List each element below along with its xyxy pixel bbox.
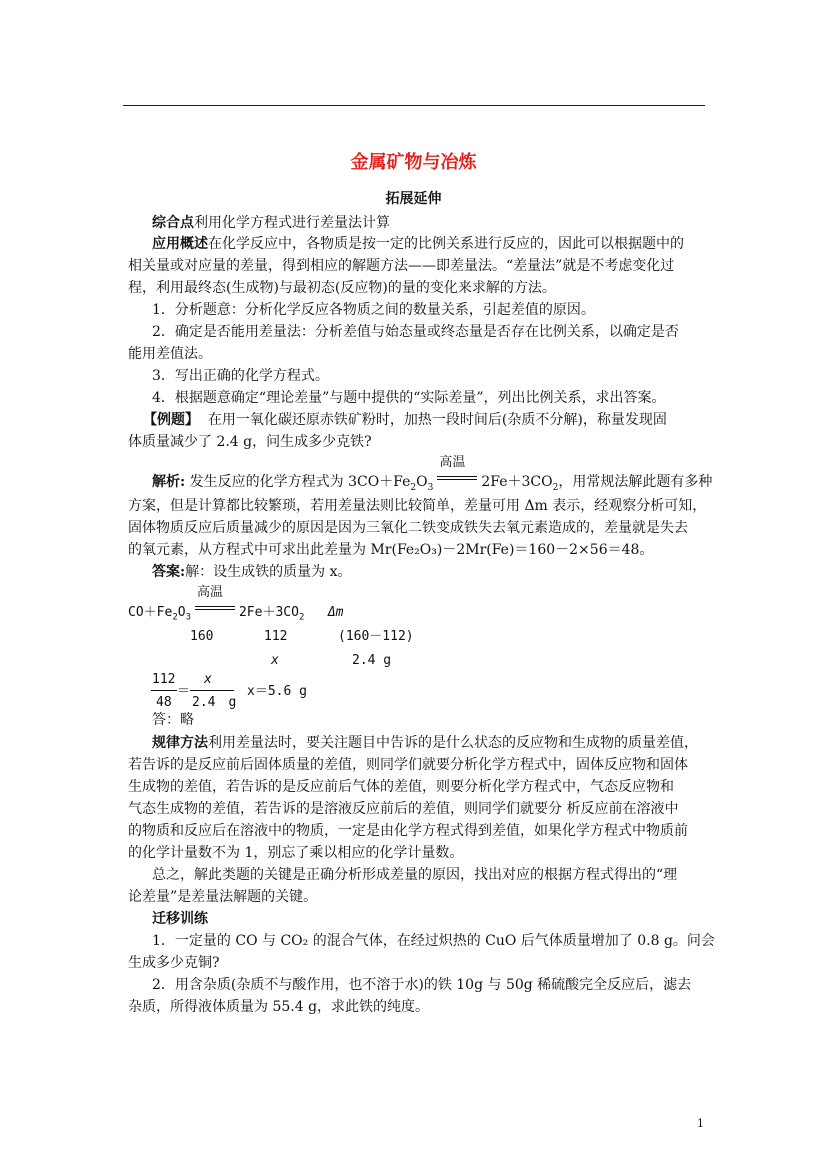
analysis-line-2: 方案，但是计算都比较繁琐，若用差量法则比较简单，差量可用 Δm 表示，经观察分析可知， xyxy=(128,498,707,514)
analysis-line-1: 解析: 发生反应的化学方程式为 $3CO+Fe_2O_3$ 高温 $2Fe+3CO_2$，用常规法解此题有多种 xyxy=(152,455,713,493)
answer-short: 答：略 xyxy=(152,712,194,728)
method-line-2: 若告诉的是反应前后固体质量的差值，则同学们就要分析化学方程式中，固体反应物和固体 xyxy=(128,757,688,773)
question-1-line-1: 1．一定量的 CO 与 CO₂ 的混合气体，在经过炽热的 CuO 后气体质量增加了 0.8 g。问会 xyxy=(152,933,715,949)
analysis-line-3: 固体物质反应后质量减少的原因是因为三氧化二铁变成铁失去氧元素造成的，差量就是失去 xyxy=(128,520,688,536)
answer-line-1: 答案:解：设生成铁的质量为 x。 xyxy=(152,564,352,580)
fraction-1-denominator: 48 xyxy=(156,695,172,710)
question-2-line-2: 杂质，所得液体质量为 55.4 g，求此铁的纯度。 xyxy=(128,999,430,1015)
method-line-5: 的物质和反应后在溶液中的物质，一定是由化学方程式得到差值，如果化学方程式中物质前 xyxy=(128,823,688,839)
method-line-6: 的化学计量数不为 1，别忘了乘以相应的化学计量数。 xyxy=(128,845,464,861)
step-2-line-1: 2．确定是否能用差量法：分析差值与始态量或终态量是否存在比例关系，以确定是否 xyxy=(152,324,679,340)
question-2-line-1: 2．用含杂质(杂质不与酸作用，也不溶于水)的铁 10g 与 50g 稀硫酸完全反应后，滤去 xyxy=(152,977,692,993)
summary-line-1: 总之，解此类题的关键是正确分析形成差量的原因，找出对应的根据方程式得出的“理 xyxy=(152,867,678,883)
section-heading: 综合点利用化学方程式进行差量法计算 xyxy=(152,215,390,231)
analysis-line-4: 的氧元素，从方程式中可求出此差量为 Mr(Fe₂O₃)－2Mr(Fe)＝160－2×56＝48。 xyxy=(128,542,654,558)
summary-line-2: 论差量”是差量法解题的关键。 xyxy=(128,889,318,905)
header-rule xyxy=(123,105,705,106)
method-line-4: 气态生成物的差值，若告诉的是溶液反应前后的差值，则同学们就要分 析反应前在溶液中 xyxy=(128,801,679,817)
overview-line-3: 程，利用最终态(生成物)与最初态(反应物)的量的变化来求解的方法。 xyxy=(128,280,556,296)
reaction-arrow: 高温 xyxy=(433,468,481,486)
overview-line-2: 相关量或对应量的差量，得到相应的解题方法——即差量法。“差量法”就是不考虑变化过 xyxy=(128,258,675,274)
section-subtitle: 拓展延伸 xyxy=(385,191,442,207)
method-line-3: 生成物的差值，若告诉的是反应前后气体的差值，则要分析化学方程式中，气态反应物和 xyxy=(128,779,674,795)
step-4: 4．根据题意确定“理论差量”与题中提供的“实际差量”，列出比例关系，求出答案。 xyxy=(152,390,666,406)
ratio-row-2-b: x xyxy=(271,653,279,668)
step-2-line-2: 能用差值法。 xyxy=(128,346,212,362)
ratio-row-1-c: (160－112) xyxy=(338,629,414,644)
overview-line-1: 应用概述在化学反应中，各物质是按一定的比例关系进行反应的，因此可以根据题中的 xyxy=(152,236,684,252)
practice-heading: 迁移训练 xyxy=(152,911,208,927)
fraction-2-numerator: x xyxy=(204,672,212,687)
method-line-1: 规律方法利用差量法时，要关注题目中告诉的是什么状态的反应物和生成物的质量差值， xyxy=(152,735,698,751)
example-line-2: 体质量减少了 2.4 g，问生成多少克铁? xyxy=(128,434,372,450)
document-title: 金属矿物与冶炼 xyxy=(350,152,477,173)
ratio-row-1-a: 160 xyxy=(190,629,214,644)
ratio-row-2-c: 2.4 g xyxy=(352,653,392,668)
page-number: 1 xyxy=(697,1117,704,1130)
question-1-line-2: 生成多少克铜? xyxy=(128,955,220,971)
step-3: 3．写出正确的化学方程式。 xyxy=(152,368,329,384)
result: x＝5.6 g xyxy=(247,684,307,699)
step-1: 1．分析题意：分析化学反应各物质之间的数量关系，引起差值的原因。 xyxy=(152,302,595,318)
fraction-2-denominator: 2.4 g xyxy=(192,695,237,710)
equals-sign: ＝ xyxy=(177,684,191,699)
reaction-arrow-2: 高温 xyxy=(191,598,239,616)
fraction-2-bar xyxy=(190,690,234,691)
example-line-1: 【例题】 在用一氧化碳还原赤铁矿粉时，加热一段时间后(杂质不分解)，称量发现固 xyxy=(143,412,667,428)
fraction-1-bar xyxy=(151,690,177,691)
answer-equation: $CO+Fe_2O_3$ 高温 $2Fe+3CO_2$ Δm xyxy=(128,585,344,623)
ratio-row-1-b: 112 xyxy=(264,629,288,644)
fraction-1-numerator: 112 xyxy=(152,672,176,687)
